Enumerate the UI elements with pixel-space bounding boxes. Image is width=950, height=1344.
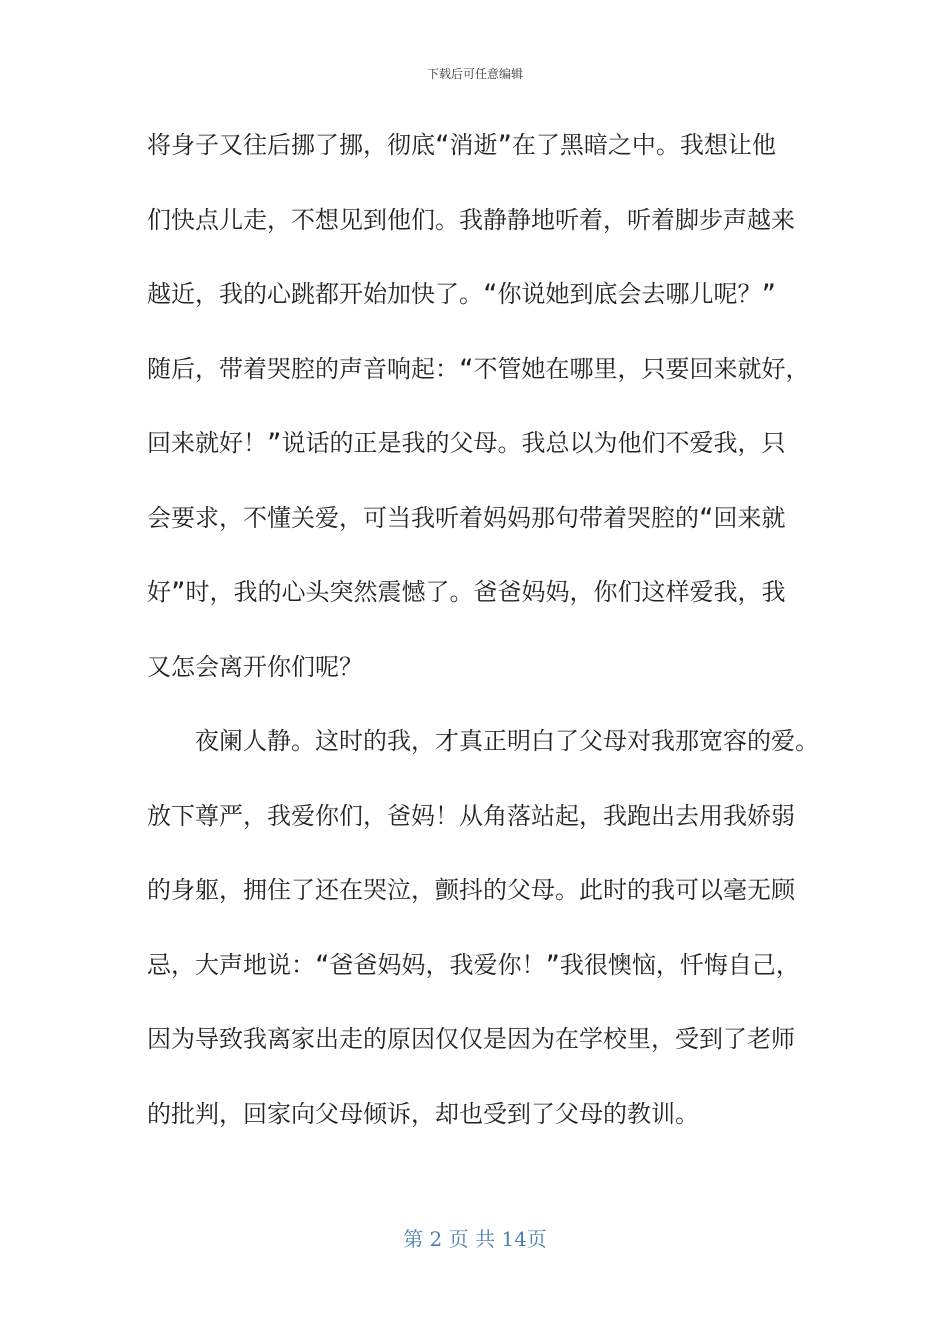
text-line: 忌，大声地说：“爸爸妈妈，我爱你！”我很懊恼，忏悔自己， bbox=[147, 950, 800, 979]
page-number-footer bbox=[0, 1226, 950, 1252]
page-number-label: 第 2 页 共 14页 bbox=[403, 1227, 547, 1251]
text-line: 将身子又往后挪了挪，彻底“消逝”在了黑暗之中。我想让他 bbox=[147, 131, 776, 159]
text-line: 的批判，回家向父母倾诉，却也受到了父母的教训。 bbox=[147, 1099, 699, 1128]
text-line: 因为导致我离家出走的原因仅仅是因为在学校里，受到了老师 bbox=[147, 1025, 795, 1053]
text-line: 好”时，我的心头突然震憾了。爸爸妈妈，你们这样爱我，我 bbox=[147, 578, 786, 606]
text-line: 随后，带着哭腔的声音响起：“不管她在哪里，只要回来就好， bbox=[147, 354, 810, 383]
text-line: 又怎会离开你们呢？ bbox=[147, 652, 363, 681]
body-text bbox=[147, 120, 819, 1163]
text-line: 放下尊严，我爱你们，爸妈！从角落站起，我跑出去用我娇弱 bbox=[147, 801, 795, 830]
text-line: 夜阑人静。这时的我，才真正明白了父母对我那宽容的爱。 bbox=[195, 727, 819, 755]
text-line: 们快点儿走，不想见到他们。我静静地听着，听着脚步声越来 bbox=[147, 205, 795, 234]
text-line: 回来就好！”说话的正是我的父母。我总以为他们不爱我，只 bbox=[147, 429, 786, 457]
text-line: 越近，我的心跳都开始加快了。“你说她到底会去哪儿呢？” bbox=[147, 280, 776, 308]
header-note: 下载后可任意编辑 bbox=[426, 67, 523, 81]
text-line: 会要求，不懂关爱，可当我听着妈妈那句带着哭腔的“回来就 bbox=[147, 503, 786, 532]
text-line: 的身躯，拥住了还在哭泣，颤抖的父母。此时的我可以毫无顾 bbox=[147, 876, 795, 904]
